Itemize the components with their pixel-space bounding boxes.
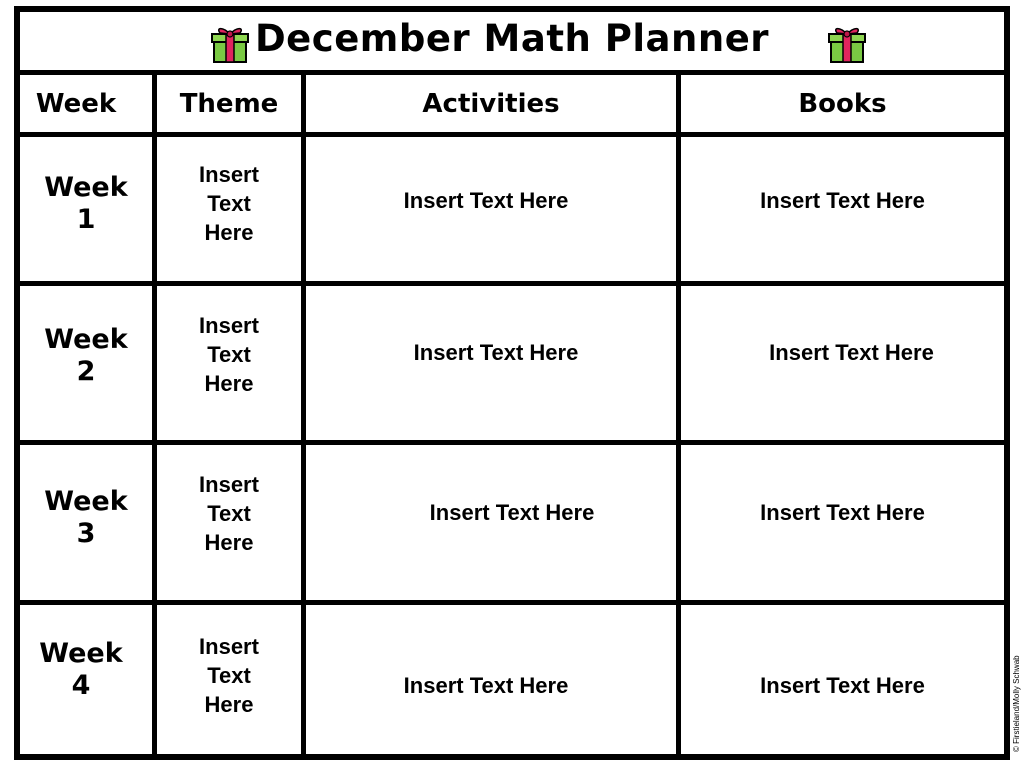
theme-cell-2[interactable] <box>157 286 301 440</box>
theme-cell-4[interactable] <box>157 605 301 754</box>
theme-text-line: Text <box>207 663 251 688</box>
books-cell-3[interactable]: Insert Text Here <box>760 499 925 525</box>
theme-text-line: Text <box>207 341 251 367</box>
books-cell-1[interactable]: Insert Text Here <box>760 188 925 213</box>
theme-text-line: Insert <box>199 161 259 187</box>
theme-cell-3[interactable] <box>157 445 301 600</box>
theme-text-line: Here <box>204 530 254 555</box>
activities-cell-4[interactable]: Insert Text Here <box>403 672 569 698</box>
planner-grid <box>20 75 1004 754</box>
week-word: Week <box>39 637 123 669</box>
gift-icon <box>827 24 867 64</box>
theme-text-line: Insert <box>199 472 259 497</box>
activities-cell-1[interactable]: Insert Text Here <box>403 188 569 213</box>
page-title: December Math Planner <box>254 17 770 60</box>
theme-text-line: Insert <box>199 634 259 659</box>
theme-text-line: Here <box>204 692 254 717</box>
week-number: 2 <box>76 356 96 387</box>
theme-text-line: Text <box>207 501 251 526</box>
week-number: 3 <box>76 517 96 549</box>
planner-table <box>14 6 1010 760</box>
week-word: Week <box>44 324 128 355</box>
week-number: 1 <box>76 204 96 235</box>
header-activities: Activities <box>422 88 560 119</box>
week-number: 4 <box>71 669 91 701</box>
week-word: Week <box>44 485 128 517</box>
theme-cell-1[interactable] <box>157 137 301 281</box>
books-cell-2[interactable]: Insert Text Here <box>769 340 934 365</box>
week-label-4 <box>20 605 142 754</box>
theme-text-line: Here <box>204 219 254 245</box>
title-row <box>20 12 1004 75</box>
week-label-1 <box>20 137 152 281</box>
activities-cell-2[interactable]: Insert Text Here <box>413 340 579 365</box>
header-week: Week <box>35 88 117 119</box>
copyright-notice: © Firstieland/Molly Schwab <box>1012 655 1021 752</box>
header-books: Books <box>798 88 887 119</box>
week-label-3 <box>20 445 152 600</box>
week-word: Week <box>44 172 128 203</box>
theme-text-line: Insert <box>199 312 259 338</box>
theme-text-line: Here <box>204 370 254 396</box>
books-cell-4[interactable]: Insert Text Here <box>760 672 925 698</box>
week-label-2 <box>20 286 152 440</box>
activities-cell-3[interactable]: Insert Text Here <box>429 499 595 525</box>
theme-text-line: Text <box>207 190 251 216</box>
header-theme: Theme <box>179 88 279 119</box>
